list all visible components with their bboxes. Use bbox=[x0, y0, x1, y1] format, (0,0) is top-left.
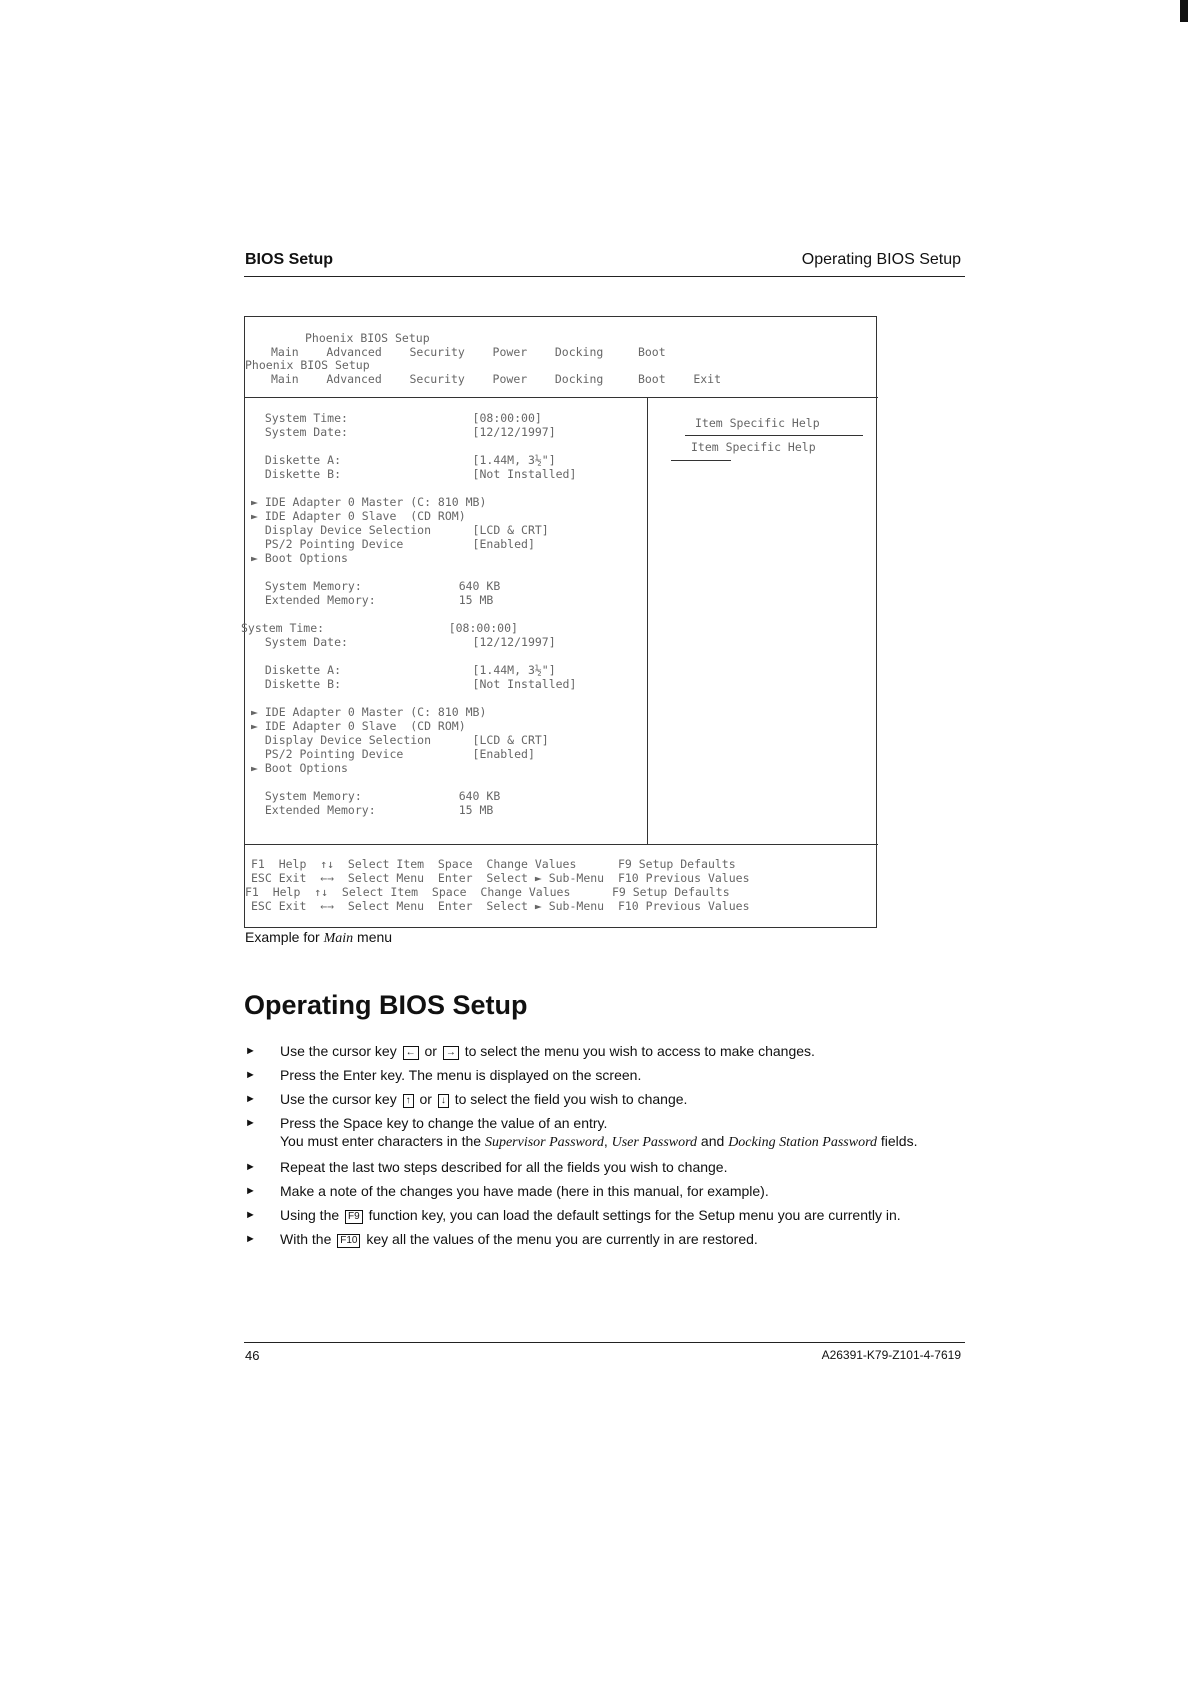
bios-menu-bar: Main Advanced Security Power Docking Boot bbox=[271, 345, 666, 359]
bios-title: Phoenix BIOS Setup bbox=[305, 331, 430, 345]
bios-title-ghost: Phoenix BIOS Setup bbox=[245, 358, 370, 372]
f10-key: F10 bbox=[337, 1234, 360, 1248]
bios-setting-line: Diskette A: [1.44M, 3½"] bbox=[251, 453, 556, 467]
bullet-triangle-icon: ► bbox=[245, 1233, 256, 1245]
bios-setting-line: ► IDE Adapter 0 Slave (CD ROM) bbox=[251, 509, 466, 523]
bios-help-rule-ghost bbox=[671, 460, 731, 461]
list-item: ► Using the F9 function key, you can load the default settings for the Setup menu you are currently in. bbox=[245, 1207, 901, 1223]
bios-setting-line: PS/2 Pointing Device [Enabled] bbox=[251, 747, 535, 761]
bios-setting-line: System Memory: 640 KB bbox=[251, 579, 501, 593]
bios-setting-line: Display Device Selection [LCD & CRT] bbox=[251, 523, 549, 537]
section-title: Operating BIOS Setup bbox=[244, 990, 528, 1020]
bios-setting-line: Diskette B: [Not Installed] bbox=[251, 677, 577, 691]
cursor-left-key: ← bbox=[403, 1046, 419, 1060]
f9-key: F9 bbox=[345, 1210, 363, 1224]
bios-setting-line: Extended Memory: 15 MB bbox=[251, 593, 494, 607]
bullet-triangle-icon: ► bbox=[245, 1161, 256, 1173]
bios-menu-rule bbox=[245, 397, 878, 398]
bios-key-help-line: F1 Help ↑↓ Select Item Space Change Values F9 Setup Defaults bbox=[251, 857, 736, 871]
caption-menu-name: Main bbox=[323, 931, 354, 946]
bios-help-title-ghost: Item Specific Help bbox=[691, 440, 816, 454]
list-item: ► With the F10 key all the values of the menu you are currently in are restored. bbox=[245, 1231, 758, 1247]
bios-screen-figure bbox=[241, 316, 877, 928]
bios-menu-bar-ghost: Main Advanced Security Power Docking Boot Exit bbox=[271, 372, 722, 386]
bios-setting-line: ► IDE Adapter 0 Master (C: 810 MB) bbox=[251, 705, 487, 719]
bullet-triangle-icon: ► bbox=[245, 1185, 256, 1197]
step-list bbox=[245, 1042, 945, 1254]
bullet-triangle-icon: ► bbox=[245, 1045, 256, 1057]
bios-setting-line: System Memory: 640 KB bbox=[251, 789, 501, 803]
caption-prefix: Example for bbox=[245, 929, 324, 945]
cursor-right-key: → bbox=[443, 1046, 459, 1060]
cursor-down-key: ↓ bbox=[438, 1094, 449, 1108]
list-item: ► Use the cursor key ← or → to select the menu you wish to access to make changes. bbox=[245, 1043, 815, 1059]
list-item: ► Use the cursor key ↑ or ↓ to select the field you wish to change. bbox=[245, 1091, 688, 1107]
bullet-triangle-icon: ► bbox=[245, 1093, 256, 1105]
running-header-left: BIOS Setup bbox=[245, 251, 334, 268]
figure-caption bbox=[245, 929, 392, 947]
corner-mark bbox=[1180, 0, 1188, 22]
bios-key-help-line-ghost: F1 Help ↑↓ Select Item Space Change Values F9 Setup Defaults bbox=[245, 885, 730, 899]
bios-setting-line: ► IDE Adapter 0 Slave (CD ROM) bbox=[251, 719, 466, 733]
bios-setting-line: ► IDE Adapter 0 Master (C: 810 MB) bbox=[251, 495, 487, 509]
footer-rule bbox=[244, 1342, 965, 1343]
bios-setting-line: ► Boot Options bbox=[251, 761, 348, 775]
page-number: 46 bbox=[245, 1348, 260, 1363]
caption-suffix: menu bbox=[353, 929, 393, 945]
list-item: ► Press the Space key to change the value of an entry. You must enter characters in the Supervisor Password, User Password and Docking Station Password fields. bbox=[245, 1115, 918, 1150]
bios-setting-line: System Time: [08:00:00] bbox=[251, 411, 542, 425]
bios-key-help-line-ghost: ESC Exit ←→ Select Menu Enter Select ► Sub-Menu F10 Previous Values bbox=[251, 899, 750, 913]
running-header-right: Operating BIOS Setup bbox=[801, 251, 961, 268]
bullet-triangle-icon: ► bbox=[245, 1209, 256, 1221]
bios-setting-line: System Time: [08:00:00] bbox=[241, 621, 518, 635]
list-item: ► Repeat the last two steps described for all the fields you wish to change. bbox=[245, 1159, 728, 1175]
bios-setting-line: ► Boot Options bbox=[251, 551, 348, 565]
bullet-triangle-icon: ► bbox=[245, 1117, 256, 1129]
bios-setting-line: Extended Memory: 15 MB bbox=[251, 803, 494, 817]
bios-column-divider bbox=[647, 397, 648, 844]
bios-setting-line: System Date: [12/12/1997] bbox=[251, 425, 556, 439]
bios-setting-line: Diskette B: [Not Installed] bbox=[251, 467, 577, 481]
header-rule bbox=[244, 276, 965, 277]
bios-setting-line: PS/2 Pointing Device [Enabled] bbox=[251, 537, 535, 551]
list-item: ► Press the Enter key. The menu is displayed on the screen. bbox=[245, 1067, 642, 1083]
bios-help-title: Item Specific Help bbox=[695, 416, 820, 430]
bios-key-help-line: ESC Exit ←→ Select Menu Enter Select ► Sub-Menu F10 Previous Values bbox=[251, 871, 750, 885]
cursor-up-key: ↑ bbox=[403, 1094, 414, 1108]
bios-setting-line: Diskette A: [1.44M, 3½"] bbox=[251, 663, 556, 677]
bios-help-rule bbox=[685, 435, 863, 436]
document-id: A26391-K79-Z101-4-7619 bbox=[821, 1348, 961, 1362]
bios-setting-line: System Date: [12/12/1997] bbox=[251, 635, 556, 649]
list-item: ► Make a note of the changes you have made (here in this manual, for example). bbox=[245, 1183, 769, 1199]
bullet-triangle-icon: ► bbox=[245, 1069, 256, 1081]
bios-setting-line: Display Device Selection [LCD & CRT] bbox=[251, 733, 549, 747]
bios-status-rule bbox=[245, 844, 878, 845]
